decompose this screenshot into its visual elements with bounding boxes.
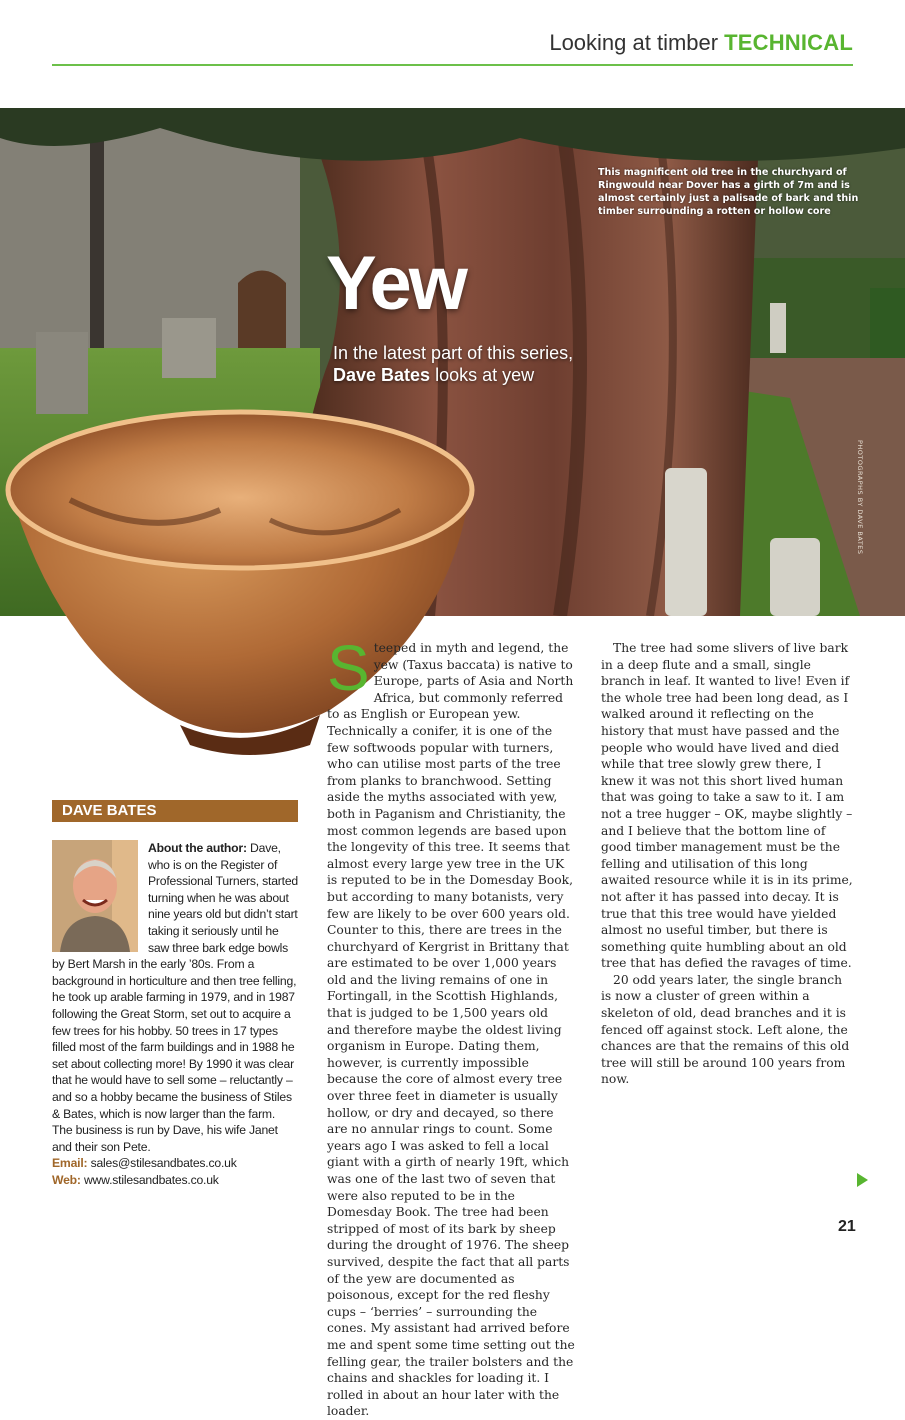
email-label: Email: [52,1156,88,1171]
photo-credit: PHOTOGRAPHS BY DAVE BATES [856,440,864,555]
standfirst-end: looks at yew [435,365,535,385]
email-address[interactable]: sales@stilesandbates.co.uk [90,1156,237,1171]
author-avatar [52,840,138,952]
page-number: 21 [838,1218,856,1235]
standfirst-intro: In the latest part of this series, [333,343,574,363]
author-bio-heading: DAVE BATES [52,800,298,822]
article-column-continued [601,640,853,1088]
section-name: Looking at timber [549,30,719,55]
web-address[interactable]: www.stilesandbates.co.uk [83,1172,219,1187]
header-rule [52,64,853,66]
running-header [549,30,853,56]
paragraph-1: teeped in myth and legend, the yew (Taxus baccata) is native to Europe, parts of Asia and North Africa, but commonly referred to as English or European yew. Technically a conifer, it is one of the few softwoods popular with turners, who can utilise most parts of the tree from planks to branchwood. Setting aside the myths associated with yew, both in Paganism and Christianity, the most common legends are based upon the longevity of this tree. It seems that almost every large yew tree in the UK is reputed to be in the Domesday Book, but according to many botanists, very few are likely to be over 600 years old. Counter to this, there are trees in the churchyard of Kergrist in Brittany that are estimated to be over 1,000 years old and the living remains of one in Fortingall, in the Scottish Highlands, that is judged to be 1,500 years old and therefore maybe the oldest living organism in Europe. Dating them, however, is currently impossible because the core of almost every tree over three feet in diameter is usually hollow, or dry and decayed, so there are no annular rings to count. Some years ago I was asked to fell a local giant with a girth of nearly 19ft, which was one of the last two of seven that were also reputed to be in the Domesday Book. The tree had been stripped of most of its bark by sheep during the drought of 1976. The sheep survived, despite the fact that all parts of the yew are documented as poisonous, except for the red fleshy cups – ‘berries’ – surrounding the cones. My assistant had arrived before me and spent some time setting out the felling gear, the trailer bolsters and the chains and shackles for loading it. I rolled in about an hour later with the loader. [327,641,575,1419]
web-label: Web: [52,1172,81,1187]
article-title: Yew [326,241,465,326]
bio-text: Dave, who is on the Register of Professional Turners, started turning when he was about nine years old but didn’t start taking it seriously until he saw three bark edge bowls by Bert Marsh in the early ’80s. From a background in horticulture and then tree felling, he took up arable farming in 1979, and in 1987 following the Great Storm, set out to acquire a few trees for his hobby. 50 trees in 17 types filled most of the farm buildings and in 1988 he set about collecting more! By 1990 it was clear that he would have to sell some – reluctantly – and so a hobby became the business of Stiles & Bates, which is now larger than the farm. The business is run by Dave, his wife Janet and their son Pete. [52,841,299,1154]
photo-caption: This magnificent old tree in the churchyard of Ringwould near Dover has a girth of 7m and is almost certainly just a palisade of bark and thin timber surrounding a rotten or hollow core [598,167,859,217]
bio-lead: About the author: [148,841,247,855]
drop-cap: S [327,632,370,704]
paragraph-2: The tree had some slivers of live bark in a deep flute and a small, single branch in leaf. It wanted to live! Even if the whole tree had been long dead, as I walked around it reflecting on the history that must have passed and the people who would have lived and died while that tree slowly grew there, I knew it was not this short lived human that was going to take a saw to it. I am not a tree hugger – OK, maybe slightly – and I believe that the bottom line of good timber management must be the felling and utilisation of this long awaited resource while it is in its prime, not after it has passed into decay. It is true that this tree would have yielded almost no useful timber, but there is something quite humbling about an old tree that has defied the ravages of time. [601,641,853,971]
paragraph-3: 20 odd years later, the single branch is now a cluster of green within a skeleton of old, dead branches and it is fenced off against stock. Left alone, the chances are that the remains of this old tree will still be around 100 years from now. [601,972,850,1087]
author-bio [52,840,298,1188]
standfirst-author: Dave Bates [333,365,431,385]
continue-arrow-icon [857,1173,868,1187]
article-column-body [327,632,575,1420]
section-tag: TECHNICAL [724,30,853,55]
